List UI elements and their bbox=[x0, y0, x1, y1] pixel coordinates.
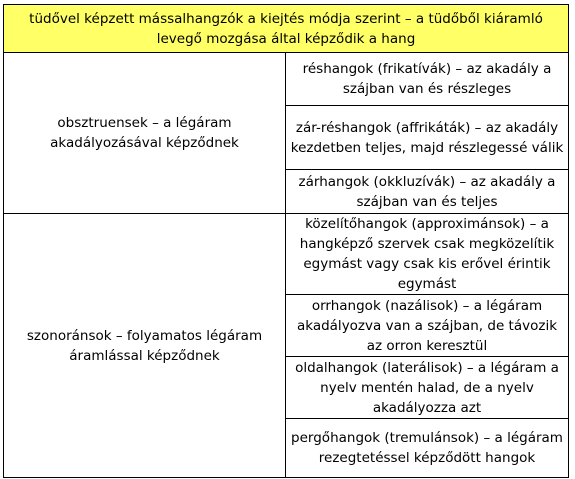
item-affricates: zár-réshangok (affrikáták) – az akadály kezdetben teljes, majd részlegessé válik bbox=[286, 106, 568, 170]
group-items bbox=[286, 214, 568, 477]
item-occlusives: zárhangok (okkluzívák) – az akadály a szájban van és teljes bbox=[298, 173, 556, 210]
table-header: tüdővel képzett mássalhangzók a kiejtés módja szerint – a tüdőből kiáramló levegő mozgása által képződik a hang bbox=[4, 5, 568, 53]
item-trills: pergőhangok (tremulánsok) – a légáram rezegtetéssel képződött hangok bbox=[291, 430, 563, 466]
item-laterals: oldalhangok (laterálisok) – a légáram a nyelv mentén halad, de a nyelv akadályozza azt bbox=[286, 357, 568, 419]
group-label: szonoránsok – folyamatos légáram áramlással képződnek bbox=[4, 214, 286, 477]
classification-table bbox=[3, 4, 569, 478]
item-fricatives: réshangok (frikatívák) – az akadály a szájban van és részleges bbox=[286, 53, 568, 106]
item-nasals: orrhangok (nazálisok) – a légáram akadályozva van a szájban, de távozik az orron keresztül bbox=[286, 295, 568, 357]
group-items bbox=[286, 53, 568, 213]
group-sonorants bbox=[4, 214, 568, 477]
group-label: obsztruensek – a légáram akadályozásával képződnek bbox=[4, 53, 286, 213]
item-approximants: közelítőhangok (approximánsok) – a hangképző szervek csak megközelítik egymást vagy csak kis erővel érintik egymást bbox=[286, 214, 568, 295]
group-obstruents bbox=[4, 53, 568, 214]
